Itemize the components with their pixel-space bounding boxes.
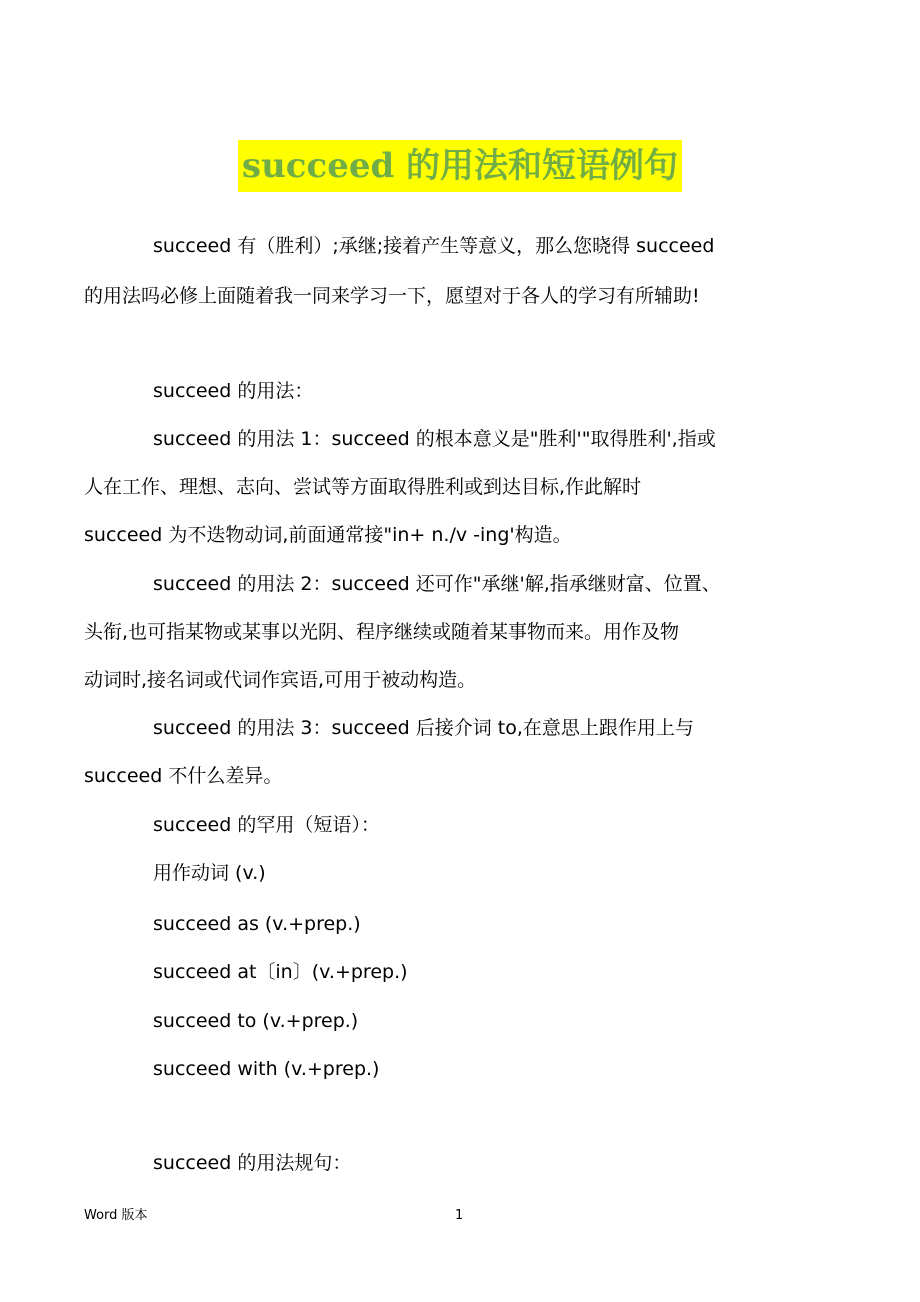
- phrase-item: succeed at〔in〕(v.+prep.): [153, 961, 408, 983]
- usage-1-line-1: succeed 的用法 1：succeed 的根本意义是"胜利'"取得胜利',指或: [153, 428, 716, 450]
- usage-3-line-2: succeed 不什么差异。: [84, 765, 283, 787]
- usage-3-line-1: succeed 的用法 3：succeed 后接介词 to,在意思上跟作用上与: [153, 717, 694, 739]
- phrase-item: succeed as (v.+prep.): [153, 913, 361, 935]
- intro-line-1: succeed 有（胜利）;承继;接着产生等意义，那么您晓得 succeed: [153, 235, 715, 257]
- usage-1-line-3: succeed 为不迭物动词,前面通常接"in+ n./v -ing'构造。: [84, 524, 572, 546]
- intro-line-2: 的用法吗必修上面随着我一同来学习一下，愿望对于各人的学习有所辅助!: [84, 285, 700, 307]
- phrase-item: succeed to (v.+prep.): [153, 1010, 359, 1032]
- document-title: [0, 140, 920, 192]
- usage-heading: succeed 的用法：: [153, 380, 314, 402]
- footer-page-number: 1: [455, 1208, 464, 1223]
- phrases-heading: succeed 的罕用（短语）：: [153, 814, 380, 836]
- phrases-verb-label: 用作动词 (v.): [153, 862, 266, 884]
- examples-heading: succeed 的用法规句：: [153, 1152, 352, 1174]
- usage-2-line-3: 动词时,接名词或代词作宾语,可用于被动构造。: [84, 669, 477, 691]
- phrase-item: succeed with (v.+prep.): [153, 1058, 380, 1080]
- usage-2-line-2: 头衔,也可指某物或某事以光阴、程序继续或随着某事物而来。用作及物: [84, 621, 680, 643]
- usage-1-line-2: 人在工作、理想、志向、尝试等方面取得胜利或到达目标,作此解时: [84, 476, 642, 498]
- document-title-text: succeed 的用法和短语例句: [238, 140, 682, 192]
- usage-2-line-1: succeed 的用法 2：succeed 还可作"承继'解,指承继财富、位置、: [153, 573, 721, 595]
- footer-version-label: Word 版本: [84, 1208, 148, 1223]
